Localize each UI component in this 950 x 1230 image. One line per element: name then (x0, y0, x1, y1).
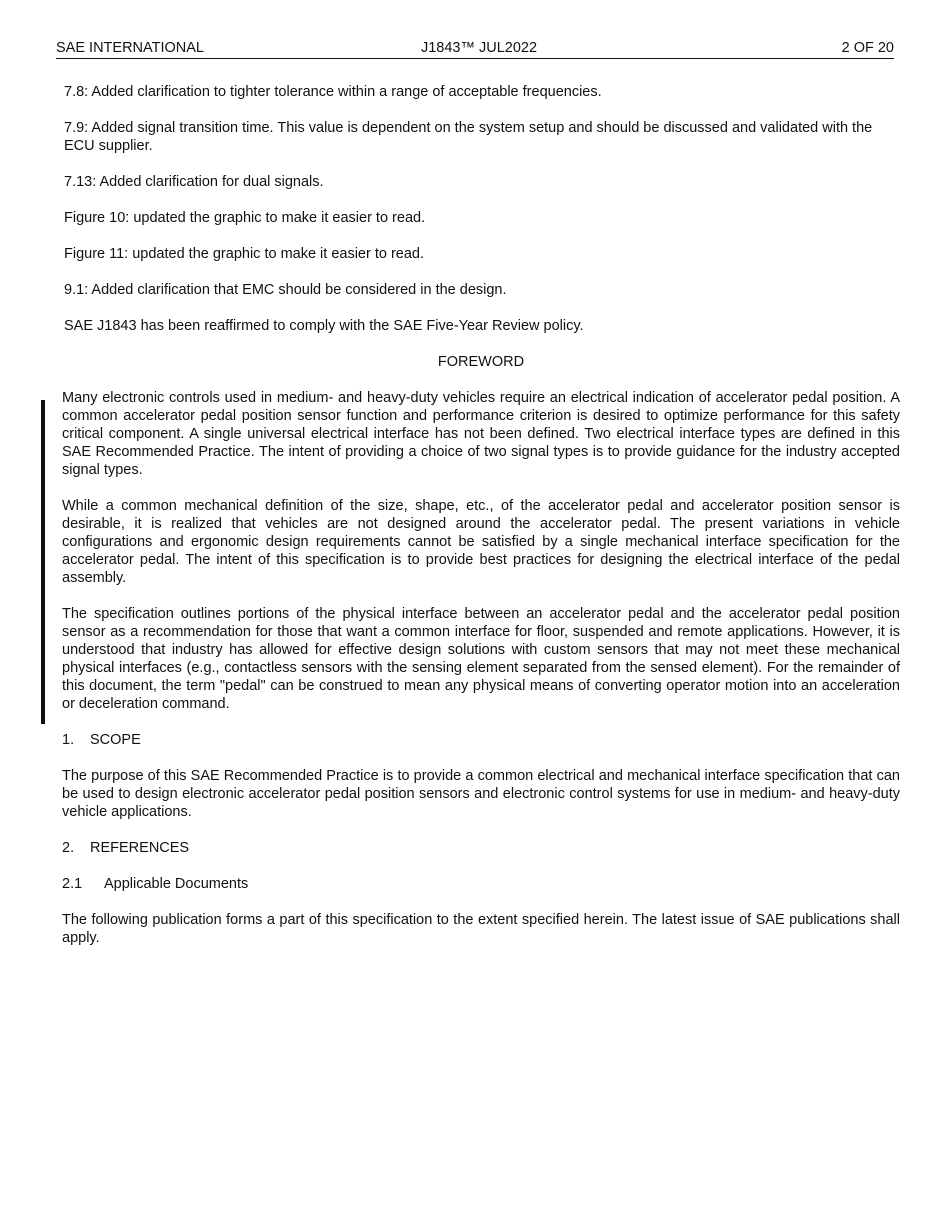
revision-item: Figure 11: updated the graphic to make it easier to read. (64, 246, 425, 262)
scope-paragraph: The purpose of this SAE Recommended Practice is to provide a common electrical and mechanical interface specification that can be used to design electronic accelerator pedal position sensors and electronic control systems for use in medium- and heavy-duty vehicle applications. (62, 768, 900, 820)
document-body (62, 83, 900, 965)
references-number: 2. (62, 840, 75, 856)
scope-number: 1. (62, 732, 75, 748)
foreword-paragraph: While a common mechanical definition of the size, shape, etc., of the accelerator pedal and accelerator position sensor is desirable, it is realized that vehicles are not designed around the accelerator pedal. The present variations in vehicle configurations and ergonomic design requirements cannot be satisfied by a single mechanical interface specification for the accelerator pedal. The intent of this specification is to provide best practices for designing the electrical interface of the pedal assembly. (62, 498, 900, 586)
revision-item: 7.13: Added clarification for dual signals. (64, 174, 324, 190)
header-page-number: 2 OF 20 (841, 40, 894, 56)
page-header (56, 38, 894, 59)
header-organization: SAE INTERNATIONAL (56, 40, 204, 56)
header-document-id: J1843™ JUL2022 (420, 40, 538, 56)
applicable-documents-number: 2.1 (62, 876, 83, 892)
applicable-documents-heading (62, 875, 900, 893)
revision-item: SAE J1843 has been reaffirmed to comply with the SAE Five-Year Review policy. (64, 318, 584, 334)
applicable-documents-title: Applicable Documents (104, 876, 249, 892)
revision-item: 7.9: Added signal transition time. This value is dependent on the system setup and should be discussed and validated with the ECU supplier. (64, 120, 873, 154)
foreword-paragraph: Many electronic controls used in medium- and heavy-duty vehicles require an electrical indication of accelerator pedal position. A common accelerator pedal position sensor function and performance criterion is desired to optimize performance for this safety critical component. A single universal electrical interface has not been defined. Two electrical interface types are defined in this SAE Recommended Practice. The intent of providing a choice of two signal types is to provide guidance for the industry accepted signal types. (62, 390, 900, 478)
references-heading (62, 839, 900, 857)
revision-item: 7.8: Added clarification to tighter tolerance within a range of acceptable frequencies. (64, 84, 602, 100)
revision-item: Figure 10: updated the graphic to make it easier to read. (64, 210, 426, 226)
revision-item: 9.1: Added clarification that EMC should be considered in the design. (64, 282, 507, 298)
foreword-paragraph: The specification outlines portions of the physical interface between an accelerator pedal and the accelerator pedal position sensor as a recommendation for those that want a common interface for floor, suspended and remote applications. However, it is understood that industry has allowed for effective design solutions with custom sensors that may not meet these mechanical physical interfaces (e.g., contactless sensors with the sensing element separated from the sensed element). For the remainder of this document, the term "pedal" can be construed to mean any physical means of converting operator motion into an acceleration or deceleration command. (62, 606, 900, 712)
revision-list (62, 83, 900, 335)
references-title: REFERENCES (90, 840, 190, 856)
scope-title: SCOPE (90, 732, 141, 748)
applicable-documents-paragraph: The following publication forms a part of this specification to the extent specified herein. The latest issue of SAE publications shall apply. (62, 912, 900, 946)
scope-heading (62, 731, 900, 749)
foreword-heading: FOREWORD (437, 354, 525, 370)
revision-change-bar (41, 400, 45, 724)
